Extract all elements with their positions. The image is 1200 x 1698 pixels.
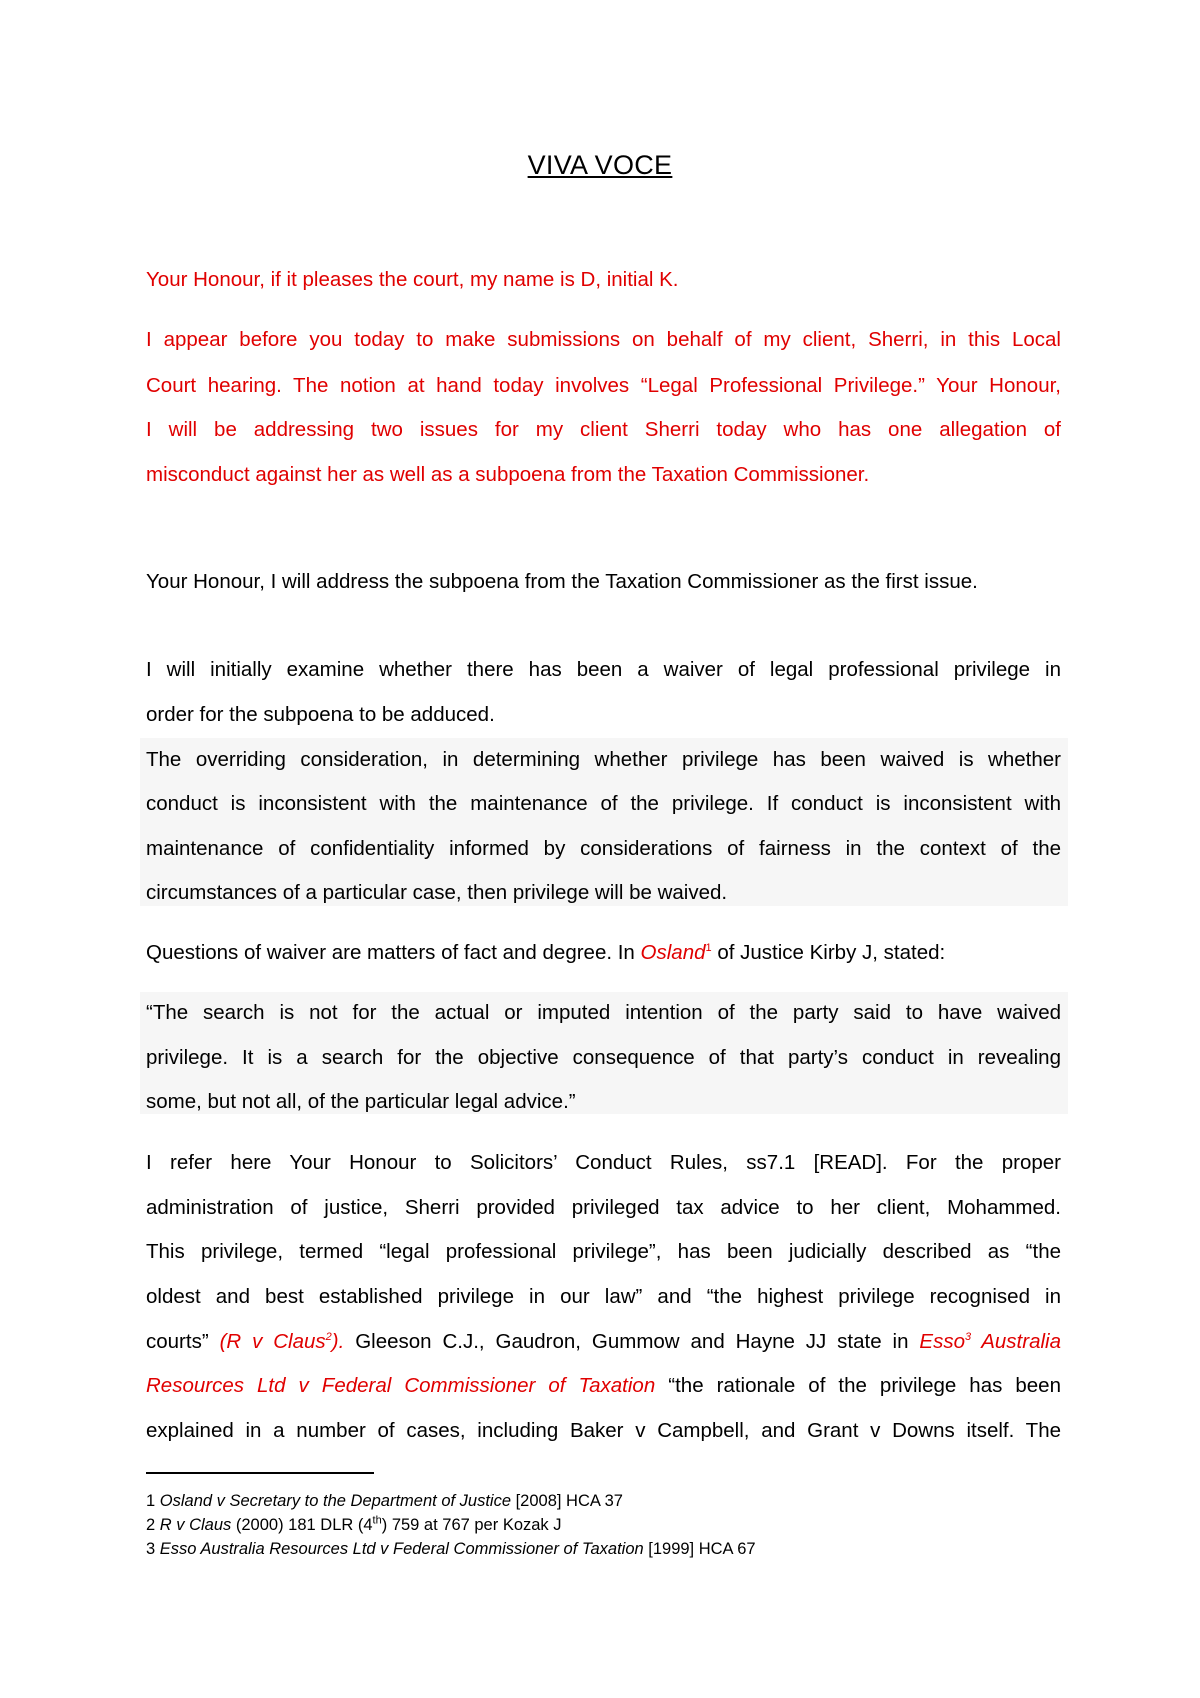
footnote-3 [146, 1540, 756, 1559]
refer-line-5 [146, 1330, 1061, 1354]
refer-l5-text-b: Gleeson C.J., Gaudron, Gummow and Hayne JJ state in [344, 1330, 920, 1353]
case-citation-esso-full: Resources Ltd v Federal Commissioner of Taxation [146, 1374, 656, 1397]
intro-line-2: I appear before you today to make submissions on behalf of my client, Sherri, in this Local [146, 328, 1061, 351]
footnote-superscript: th [372, 1514, 382, 1527]
intro-line-5: misconduct against her as well as a subpoena from the Taxation Commissioner. [146, 463, 870, 486]
overriding-line-4: circumstances of a particular case, then privilege will be waived. [146, 881, 728, 904]
waiver-text-pre: Questions of waiver are matters of fact and degree. In [146, 941, 641, 964]
document-title: VIVA VOCE [527, 150, 673, 180]
footnote-citation: [2008] HCA 37 [511, 1492, 623, 1510]
case-citation-claus-close: ). [331, 1330, 345, 1353]
refer-line-4: oldest and best established privilege in our law” and “the highest privilege recognised in [146, 1285, 1061, 1308]
footnote-ref-1: 1 [705, 942, 712, 955]
overriding-line-1: The overriding consideration, in determining whether privilege has been waived is whether [146, 748, 1061, 771]
footnote-2 [146, 1516, 562, 1535]
overriding-line-2: conduct is inconsistent with the maintenance of the privilege. If conduct is inconsistent with [146, 792, 1061, 815]
intro-line-3: Court hearing. The notion at hand today involves “Legal Professional Privilege.” Your Honour, [146, 374, 1061, 397]
footnote-case-name: Esso Australia Resources Ltd v Federal Commissioner of Taxation [159, 1540, 644, 1558]
examine-line-1: I will initially examine whether there has been a waiver of legal professional privilege in [146, 658, 1061, 681]
case-citation-esso: Esso [919, 1330, 965, 1353]
intro-line-1: Your Honour, if it pleases the court, my name is D, initial K. [146, 268, 679, 291]
footnote-citation: (2000) 181 DLR (4 [231, 1516, 373, 1534]
overriding-line-3: maintenance of confidentiality informed by considerations of fairness in the context of the [146, 837, 1061, 860]
case-citation-osland: Osland [640, 941, 706, 964]
waiver-text-post: of Justice Kirby J, stated: [711, 941, 946, 964]
refer-line-7: explained in a number of cases, including Baker v Campbell, and Grant v Downs itself. The [146, 1419, 1061, 1442]
footnote-number: 2 [146, 1516, 160, 1534]
quote-line-3: some, but not all, of the particular legal advice.” [146, 1090, 576, 1113]
refer-l6-text: “the rationale of the privilege has been [655, 1374, 1061, 1397]
refer-line-2: administration of justice, Sherri provided privileged tax advice to her client, Mohammed. [146, 1196, 1061, 1219]
case-citation-esso-cont: Australia [971, 1330, 1061, 1353]
footnote-case-name: R v Claus [159, 1516, 232, 1534]
footnote-separator [146, 1472, 374, 1474]
footnote-citation-cont: ) 759 at 767 per Kozak J [381, 1516, 562, 1534]
quote-line-1: “The search is not for the actual or imputed intention of the party said to have waived [146, 1001, 1061, 1024]
refer-line-3: This privilege, termed “legal professional privilege”, has been judicially described as “the [146, 1240, 1061, 1263]
quote-line-2: privilege. It is a search for the objective consequence of that party’s conduct in revealing [146, 1046, 1061, 1069]
footnote-ref-2: 2 [325, 1331, 332, 1344]
footnote-citation: [1999] HCA 67 [643, 1540, 756, 1558]
footnote-1 [146, 1492, 623, 1511]
examine-line-2: order for the subpoena to be adduced. [146, 703, 495, 726]
issue-one-paragraph: Your Honour, I will address the subpoena from the Taxation Commissioner as the first issue. [146, 570, 978, 593]
refer-line-6 [146, 1374, 1061, 1398]
waiver-paragraph [146, 941, 1061, 965]
case-citation-claus: (R v Claus [219, 1330, 326, 1353]
footnote-number: 1 [146, 1492, 160, 1510]
footnote-case-name: Osland v Secretary to the Department of Justice [159, 1492, 512, 1510]
refer-line-1: I refer here Your Honour to Solicitors’ Conduct Rules, ss7.1 [READ]. For the proper [146, 1151, 1061, 1174]
refer-l5-text-a: courts” [146, 1330, 220, 1353]
footnote-number: 3 [146, 1540, 160, 1558]
intro-line-4: I will be addressing two issues for my client Sherri today who has one allegation of [146, 418, 1061, 441]
footnote-ref-3: 3 [964, 1331, 972, 1344]
